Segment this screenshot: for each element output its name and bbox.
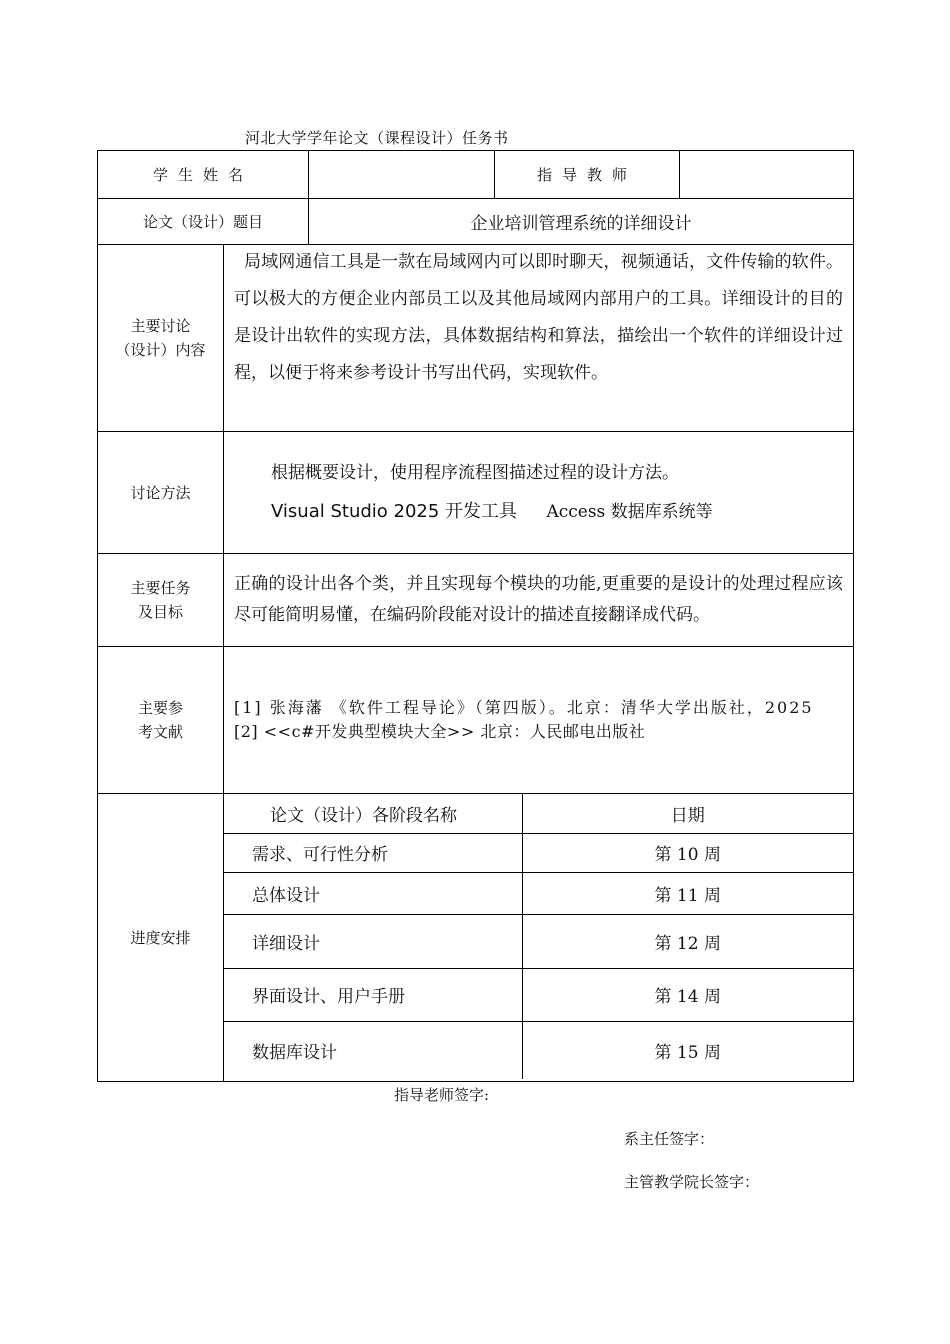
schedule-header-row xyxy=(224,794,853,833)
schedule-table xyxy=(224,794,853,1079)
goals-text: 正确的设计出各个类，并且实现每个模块的功能,更重要的是设计的处理过程应该尽可能简明易懂，在编码阶段能对设计的描述直接翻译成代码。 xyxy=(234,574,844,625)
method-db: Access 数据库系统等 xyxy=(546,501,713,522)
method-line1: 根据概要设计，使用程序流程图描述过程的设计方法。 xyxy=(271,462,679,483)
method-text xyxy=(224,458,853,528)
references-label-line2: 考文献 xyxy=(137,723,183,741)
schedule-label: 进度安排 xyxy=(98,794,224,1082)
advisor-value xyxy=(680,151,854,199)
schedule-stage: 数据库设计 xyxy=(224,1021,522,1079)
schedule-row-item xyxy=(224,968,853,1021)
goals-label-line1: 主要任务 xyxy=(130,579,191,597)
schedule-date: 第 11 周 xyxy=(522,872,853,914)
schedule-stage: 界面设计、用户手册 xyxy=(224,968,522,1021)
student-name-value xyxy=(309,151,495,199)
schedule-stage: 需求、可行性分析 xyxy=(224,833,522,872)
method-row xyxy=(98,432,854,554)
goals-label-line2: 及目标 xyxy=(137,603,183,621)
schedule-stage: 详细设计 xyxy=(224,914,522,968)
main-content-label-line2: （设计）内容 xyxy=(115,341,206,359)
main-content-label-line1: 主要讨论 xyxy=(130,317,191,335)
schedule-row xyxy=(98,794,854,1082)
method-tool: Visual Studio 2025 开发工具 xyxy=(271,500,518,522)
topic-label: 论文（设计）题目 xyxy=(98,199,309,245)
goals-label xyxy=(98,554,224,647)
task-table xyxy=(97,150,854,1082)
main-content-cell xyxy=(224,245,854,432)
schedule-stage-header: 论文（设计）各阶段名称 xyxy=(224,794,522,833)
reference-item: [1] 张海藩 《软件工程导论》（第四版）。北京：清华大学出版社，2025 xyxy=(234,698,814,717)
goals-row xyxy=(98,554,854,647)
topic-row xyxy=(98,199,854,245)
advisor-label: 指导教师 xyxy=(495,151,680,199)
references-cell xyxy=(224,647,854,794)
topic-value: 企业培训管理系统的详细设计 xyxy=(309,199,854,245)
references-label xyxy=(98,647,224,794)
main-content-row xyxy=(98,245,854,432)
schedule-date: 第 15 周 xyxy=(522,1021,853,1079)
advisor-signature-label: 指导老师签字: xyxy=(394,1086,490,1104)
schedule-row-item xyxy=(224,1021,853,1079)
references-row xyxy=(98,647,854,794)
schedule-date: 第 12 周 xyxy=(522,914,853,968)
schedule-cell xyxy=(224,794,854,1082)
method-cell xyxy=(224,432,854,554)
schedule-date: 第 10 周 xyxy=(522,833,853,872)
reference-item: [2] <<c#开发典型模块大全>> 北京：人民邮电出版社 xyxy=(234,722,646,741)
goals-cell xyxy=(224,554,854,647)
schedule-date: 第 14 周 xyxy=(522,968,853,1021)
schedule-date-header: 日期 xyxy=(522,794,853,833)
schedule-row-item xyxy=(224,833,853,872)
method-line2 xyxy=(271,496,853,528)
references-list xyxy=(224,696,853,744)
references-label-line1: 主要参 xyxy=(137,699,183,717)
header-row xyxy=(98,151,854,199)
student-name-label: 学生姓名 xyxy=(98,151,309,199)
method-label: 讨论方法 xyxy=(98,432,224,554)
dept-head-signature-label: 系主任签字： xyxy=(624,1130,715,1148)
schedule-stage: 总体设计 xyxy=(224,872,522,914)
document-title: 河北大学学年论文（课程设计）任务书 xyxy=(245,129,509,147)
schedule-row-item xyxy=(224,872,853,914)
main-content-label xyxy=(98,245,224,432)
main-content-text: 局域网通信工具是一款在局域网内可以即时聊天，视频通话，文件传输的软件。可以极大的方便企业内部员工以及其他局域网内部用户的工具。详细设计的目的是设计出软件的实现方法，具体数据结构和算法，描绘出一个软件的详细设计过程，以便于将来参考设计书写出代码，实现软件。 xyxy=(234,252,844,383)
schedule-row-item xyxy=(224,914,853,968)
dean-signature-label: 主管教学院长签字： xyxy=(624,1173,760,1191)
